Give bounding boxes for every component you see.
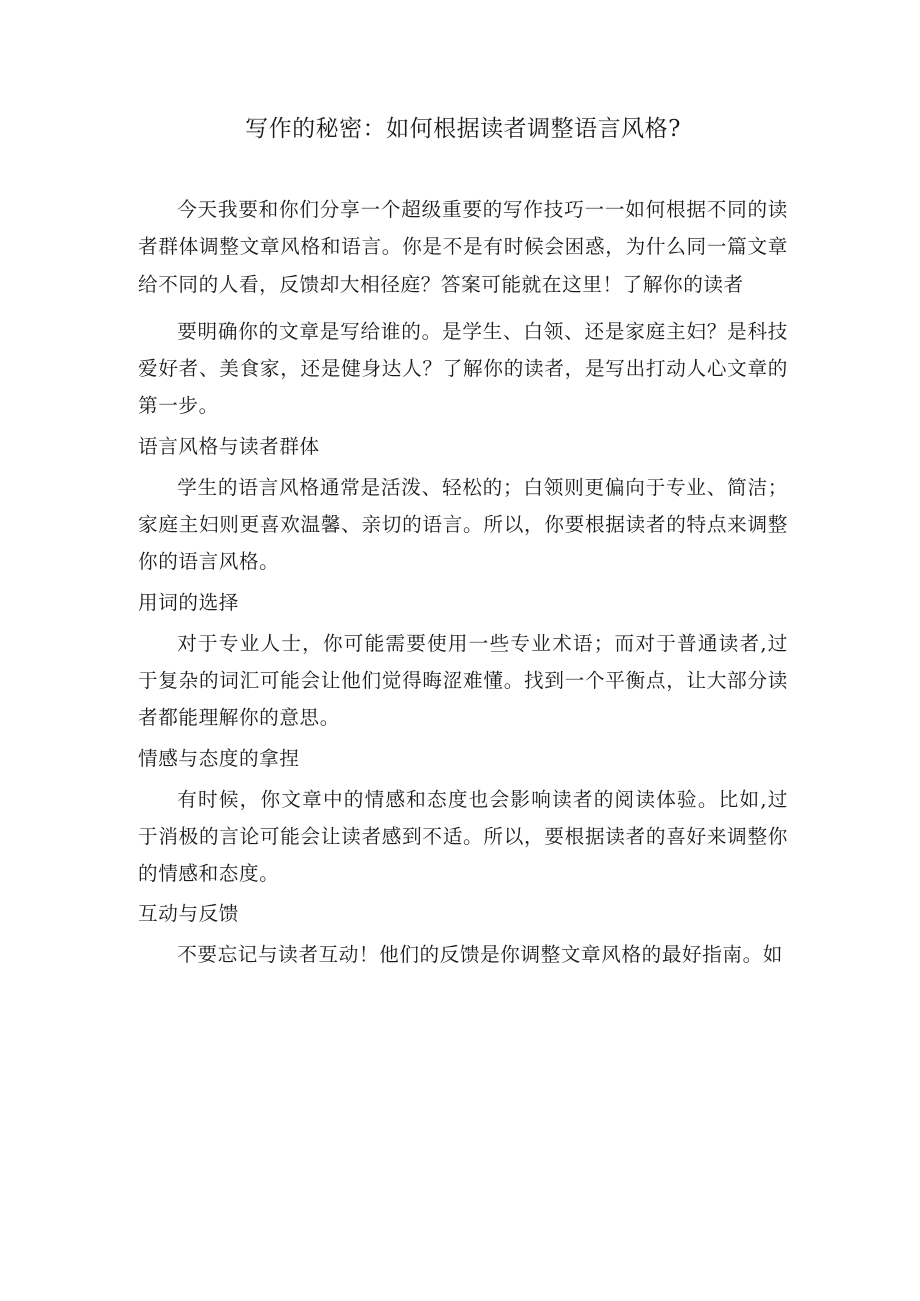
paragraph-word-choice: 对于专业人士，你可能需要使用一些专业术语；而对于普通读者,过于复杂的词汇可能会让他们觉得晦涩难懂。找到一个平衡点，让大部分读者都能理解你的意思。 xyxy=(138,631,788,730)
paragraph-intro: 今天我要和你们分享一个超级重要的写作技巧一一如何根据不同的读者群体调整文章风格和语言。你是不是有时候会困惑，为什么同一篇文章给不同的人看，反馈却大相径庭？答案可能就在这里！了解你的读者 xyxy=(138,198,788,296)
heading-language-style: 语言风格与读者群体 xyxy=(138,434,320,458)
paragraph-interaction-feedback: 不要忘记与读者互动！他们的反馈是你调整文章风格的最好指南。如 xyxy=(177,943,783,967)
paragraph-language-style: 学生的语言风格通常是活泼、轻松的；白领则更偏向于专业、简洁；家庭主妇则更喜欢温馨、亲切的语言。所以，你要根据读者的特点来调整你的语言风格。 xyxy=(138,475,788,574)
paragraph-know-reader: 要明确你的文章是写给谁的。是学生、白领、还是家庭主妇？是科技爱好者、美食家，还是健身达人？了解你的读者，是写出打动人心文章的第一步。 xyxy=(138,319,788,418)
document-body xyxy=(138,191,788,974)
heading-interaction-feedback: 互动与反馈 xyxy=(138,902,239,926)
document-page xyxy=(138,100,788,974)
document-title: 写作的秘密：如何根据读者调整语言风格? xyxy=(245,116,681,142)
paragraph-emotion-attitude: 有时候，你文章中的情感和态度也会影响读者的阅读体验。比如,过于消极的言论可能会让读者感到不适。所以，要根据读者的喜好来调整你的情感和态度。 xyxy=(138,787,788,886)
heading-word-choice: 用词的选择 xyxy=(138,590,239,614)
heading-emotion-attitude: 情感与态度的拿捏 xyxy=(138,746,300,770)
